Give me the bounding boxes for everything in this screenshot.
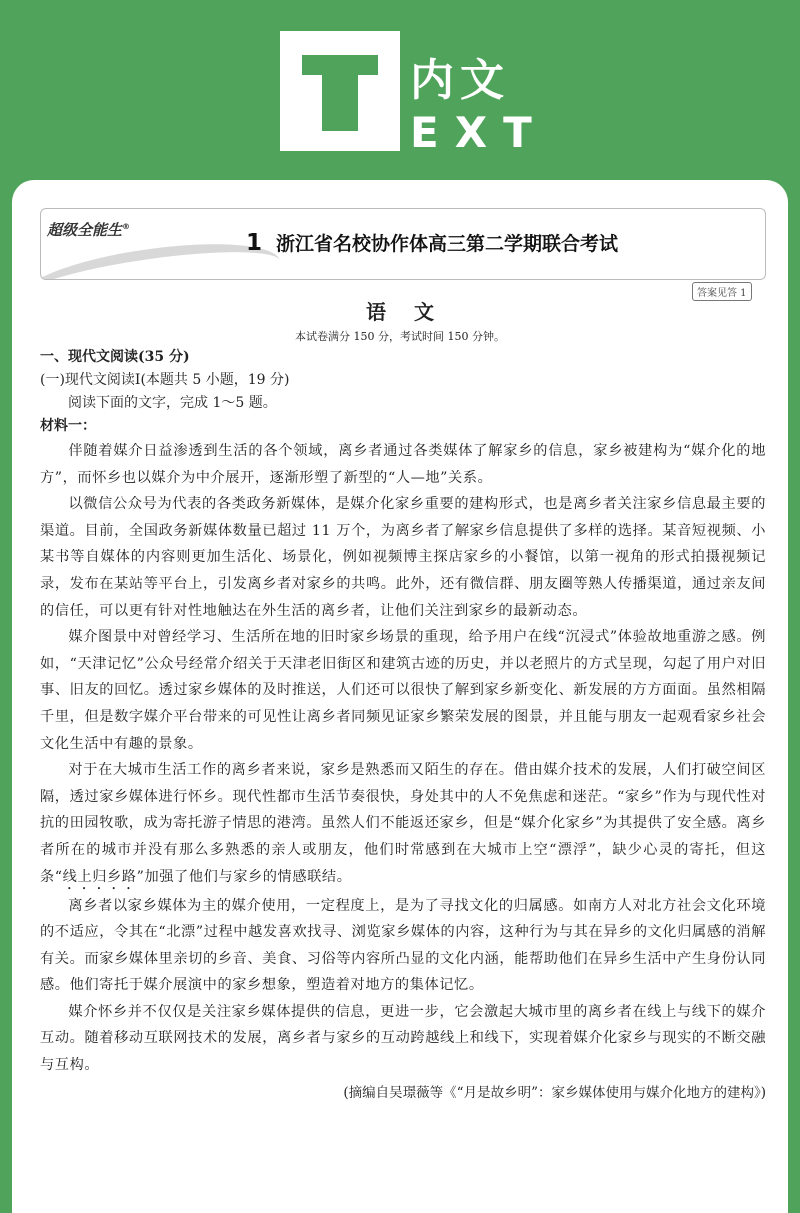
- banner-en-title: EXT: [410, 108, 548, 157]
- t-logo: [280, 31, 400, 151]
- material-label: 材料一：: [40, 418, 96, 434]
- source-citation: (摘编自吴璟薇等《“月是故乡明”：家乡媒体使用与媒介化地方的建构》): [343, 1084, 766, 1101]
- exam-info: 本试卷满分 150 分，考试时间 150 分钟。: [295, 330, 505, 343]
- banner: [0, 0, 800, 200]
- paragraph: 媒介图景中对曾经学习、生活所在地的旧时家乡场景的重现，给予用户在线“沉浸式”体验故地重游之感。例如，“天津记忆”公众号经常介绍关于天津老旧街区和建筑古迹的历史，并以老照片的方式呈现，勾起了用户对旧事、旧友的回忆。透过家乡媒体的及时推送，人们还可以很快了解到家乡新变化、新发展的方方面面。虽然相隔千里，但是数字媒介平台带来的可见性让离乡者同频见证家乡繁荣发展的图景，并且能与朋友一起观看家乡社会文化生活中有趣的景象。: [40, 629, 766, 752]
- instruction: 阅读下面的文字，完成 1～5 题。: [68, 395, 277, 411]
- brand-logo: 超级全能生®: [47, 221, 131, 239]
- subject-title: 语文: [366, 300, 462, 324]
- banner-cn-title: 内文: [410, 55, 510, 106]
- section-heading: 一、现代文阅读(35 分): [40, 349, 190, 365]
- exam-number: 1: [246, 230, 263, 256]
- exam-header: [40, 208, 766, 280]
- reading-content: [40, 346, 766, 1105]
- paragraph: 媒介怀乡并不仅仅是关注家乡媒体提供的信息，更进一步，它会激起大城市里的离乡者在线上与线下的媒介互动。随着移动互联网技术的发展，离乡者与家乡的互动跨越线上和线下，实现着媒介化家乡与现实的不断交融与互构。: [40, 1003, 766, 1074]
- exam-title: 1 浙江省名校协作体高三第二学期联合考试: [246, 230, 619, 256]
- emphasized-phrase: 线上归乡路: [62, 868, 137, 885]
- paragraph: 对于在大城市生活工作的离乡者来说，家乡是熟悉而又陌生的存在。借由媒介技术的发展，人们打破空间区隔，透过家乡媒体进行怀乡。现代性都市生活节奏很快，身处其中的人不免焦虑和迷茫。“家乡”作为与现代性对抗的田园牧歌，成为寄托游子情思的港湾。虽然人们不能返还家乡，但是“媒介化家乡”为其提供了安全感。离乡者所在的城市并没有那么多熟悉的亲人或朋友，他们时常感到在大城市上空“漂浮”，缺少心灵的寄托，但这条“线上归乡路”加强了他们与家乡的情感联结。: [40, 762, 766, 885]
- answer-reference-tag: 答案见答 1: [692, 282, 752, 301]
- subsection-heading: (一)现代文阅读Ⅰ(本题共 5 小题，19 分): [40, 372, 290, 388]
- paragraph: 伴随着媒介日益渗透到生活的各个领域，离乡者通过各类媒体了解家乡的信息，家乡被建构为“媒介化的地方”，而怀乡也以媒介为中介展开，逐渐形塑了新型的“人—地”关系。: [40, 443, 766, 486]
- paragraph: 以微信公众号为代表的各类政务新媒体，是媒介化家乡重要的建构形式，也是离乡者关注家乡信息最主要的渠道。目前，全国政务新媒体数量已超过 11 万个，为离乡者了解家乡信息提供了多样的选择。某音短视频、小某书等自媒体的内容则更加生活化、场景化，例如视频博主探店家乡的小餐馆，以第一视角的形式拍摄视频记录，发布在某站等平台上，引发离乡者对家乡的共鸣。此外，还有微信群、朋友圈等熟人传播渠道，通过亲友间的信任，可以更有针对性地触达在外生活的离乡者，让他们关注到家乡的最新动态。: [40, 496, 766, 619]
- exam-page: [12, 180, 788, 1213]
- paragraph: 离乡者以家乡媒体为主的媒介使用，一定程度上，是为了寻找文化的归属感。如南方人对北方社会文化环境的不适应，令其在“北漂”过程中越发喜欢找寻、浏览家乡媒体的内容，这种行为与其在异乡的文化归属感的消解有关。而家乡媒体里亲切的乡音、美食、习俗等内容所凸显的文化内涵，能帮助他们在异乡生活中产生身份认同感。他们寄托于媒介展演中的家乡想象，塑造着对地方的集体记忆。: [40, 897, 766, 994]
